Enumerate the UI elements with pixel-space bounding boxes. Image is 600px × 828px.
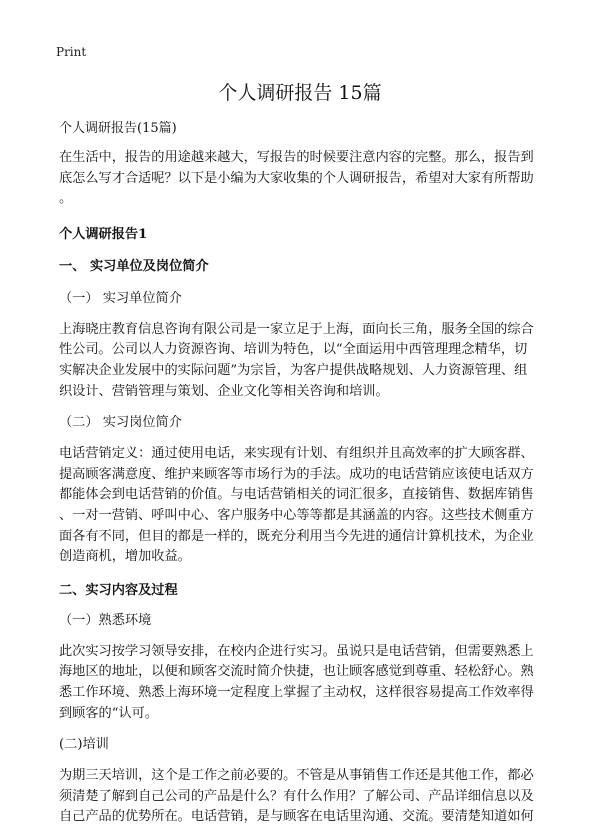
subsection-heading: （一）熟悉环境 [59, 612, 152, 628]
paragraph-line: 提高顾客满意度、维护来顾客等市场行为的手法。成功的电话营销应该使电话双方 [59, 466, 534, 482]
paragraph-line: 电话营销定义：通过使用电话，来实现有计划、有组织并且高效率的扩大顾客群、 [59, 446, 534, 462]
subsection-heading: （一） 实习单位简介 [59, 290, 182, 306]
paragraph-line: 性公司。公司以人力资源咨询、培训为特色，以“全面运用中西管理理念精华，切 [59, 342, 528, 358]
document-title: 个人调研报告 15篇 [218, 82, 382, 104]
company-paragraph [59, 320, 555, 402]
section-heading: 一、 实习单位及岗位简介 [59, 258, 209, 274]
subsection-heading: （二） 实习岗位简介 [59, 415, 182, 431]
paragraph-line: 织设计、营销管理与策划、企业文化等相关咨询和培训。 [59, 383, 389, 399]
print-label: Print [56, 45, 87, 59]
subsection-heading: (二)培训 [59, 737, 109, 753]
paragraph-line: 到顾客的“认可。 [59, 705, 159, 721]
environment-paragraph [59, 642, 555, 724]
document-body [59, 120, 555, 828]
report-heading: 个人调研报告1 [59, 226, 148, 242]
position-paragraph [59, 444, 555, 568]
paragraph-line: 悉工作环境、熟悉上海环境一定程度上掌握了主动权，这样很容易提高工作效率得 [59, 684, 534, 700]
training-paragraph [59, 766, 555, 828]
paragraph-line: 创造商机，增加收益。 [59, 549, 191, 565]
paragraph-line: 实解决企业发展中的实际问题”为宗旨，为客户提供战略规划、人力资源管理、组 [59, 362, 528, 378]
paragraph-line: 自己产品的优势所在。电话营销，是与顾客在电话里沟通、交流。要清楚知道如何 [59, 809, 534, 825]
paragraph-line: 、一对一营销、呼叫中心、客户服务中心等等都是其涵盖的内容。这些技术侧重方 [59, 507, 534, 523]
paragraph-line: 在生活中，报告的用途越来越大，写报告的时候要注意内容的完整。那么，报告到 [59, 150, 534, 165]
paragraph-line: 面各有不同，但目的都是一样的，既充分利用当今先进的通信计算机技术，为企业 [59, 528, 534, 544]
paragraph-line: 此次实习按学习领导安排，在校内企进行实习。虽说只是电话营销，但需要熟悉上 [59, 643, 534, 659]
intro-paragraph [59, 148, 555, 210]
paragraph-line: 海地区的地址，以便和顾客交流时简介快捷，也让顾客感觉到尊重、轻松舒心。熟 [59, 664, 534, 680]
paragraph-line: 为期三天培训，这个是工作之前必要的。不管是从事销售工作还是其他工作，都必 [59, 768, 534, 784]
section-heading: 二、实习内容及过程 [59, 582, 178, 598]
paragraph-line: 都能体会到电话营销的价值。与电话营销相关的词汇很多，直接销售、数据库销售 [59, 487, 534, 503]
paragraph-line: 上海晓庄教育信息咨询有限公司是一家立足于上海，面向长三角，服务全国的综合 [59, 321, 534, 337]
paragraph-line: 。 [59, 191, 73, 207]
paragraph-line: 须清楚了解到自己公司的产品是什么？有什么作用？了解公司、产品详细信息以及 [59, 788, 534, 804]
document-subtitle: 个人调研报告(15篇) [59, 121, 177, 136]
paragraph-line: 底怎么写才合适呢？以下是小编为大家收集的个人调研报告，希望对大家有所帮助 [59, 170, 534, 186]
